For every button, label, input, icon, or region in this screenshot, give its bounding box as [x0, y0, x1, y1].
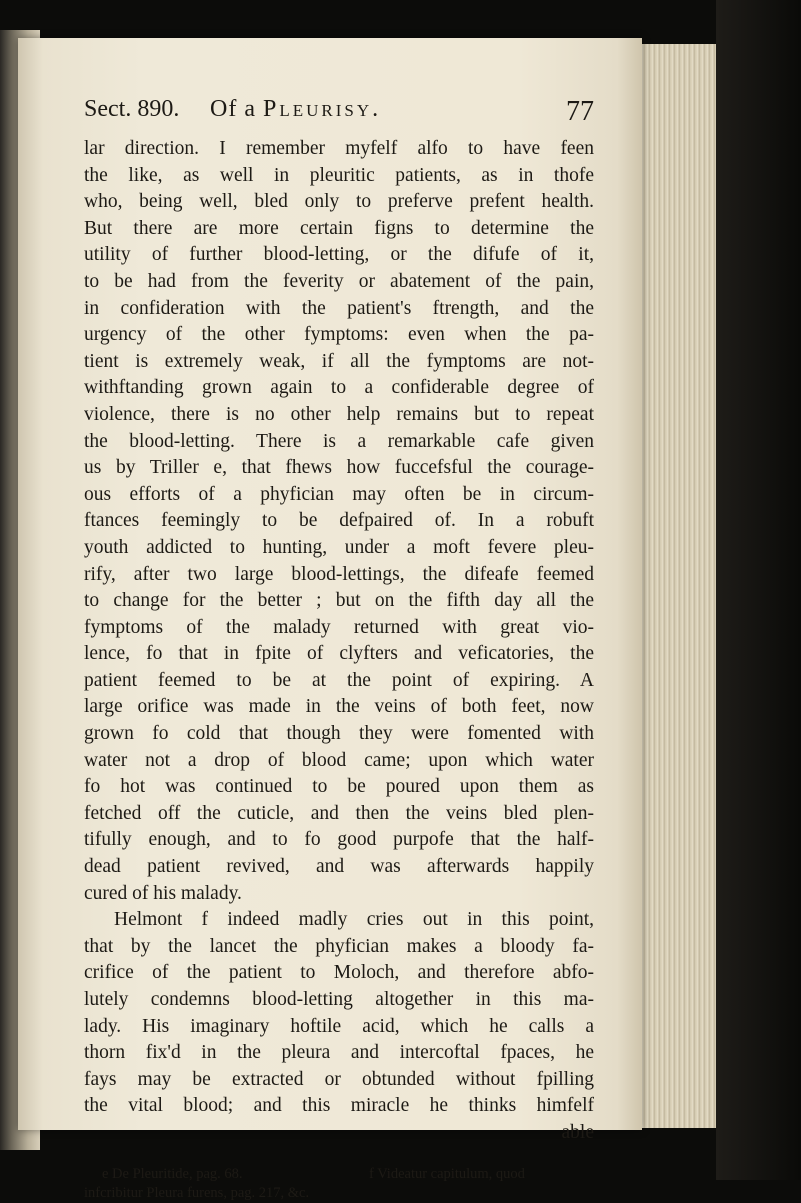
text-line: lar direction. I remember myfelf alfo to have feen [84, 138, 594, 159]
text-line: grown fo cold that though they were fomented with [84, 723, 594, 745]
text-line: to change for the better ; but on the fifth day all the [84, 590, 594, 612]
text-line: in confideration with the patient's ftrength, and the [84, 297, 594, 319]
page-number: 77 [566, 96, 594, 127]
text-line: the vital blood; and this miracle he thinks himfelf [84, 1095, 594, 1117]
body-text [84, 136, 594, 1147]
text-line: cured of his malady. [84, 882, 242, 904]
text-line: the like, as well in pleuritic patients, as in thofe [84, 164, 594, 186]
text-line: tient is extremely weak, if all the fymptoms are not- [84, 350, 594, 372]
text-line: that by the lancet the phyfician makes a bloody fa- [84, 935, 594, 957]
text-line: tifully enough, and to fo good purpofe that the half- [84, 829, 594, 851]
text-line: youth addicted to hunting, under a moft fevere pleu- [84, 536, 594, 558]
running-header [84, 96, 594, 136]
running-title: Of a Pleurisy. [210, 96, 382, 122]
text-line: Helmont f indeed madly cries out in this point, [114, 909, 594, 931]
text-line: able [561, 1121, 594, 1143]
text-line: violence, there is no other help remains but to repeat [84, 403, 594, 425]
text-line: withftanding grown again to a confiderable degree of [84, 377, 594, 399]
book-cover-right [716, 0, 801, 1180]
text-line: But there are more certain figns to determine the [84, 217, 594, 239]
text-line: fo hot was continued to be poured upon them as [84, 776, 594, 798]
text-line: fays may be extracted or obtunded without fpilling [84, 1068, 594, 1090]
text-line: thorn fix'd in the pleura and intercoftal fpaces, he [84, 1042, 594, 1064]
footnote-divider [84, 1147, 594, 1165]
text-line: lence, fo that in fpite of clyfters and veficatories, the [84, 643, 594, 665]
text-line: utility of further blood-letting, or the difufe of it, [84, 244, 594, 266]
footnote-continuation: infcribitur Pleura furens, pag. 217, &c. [84, 1184, 310, 1201]
text-line: lutely condemns blood-letting altogether in this ma- [84, 989, 594, 1010]
section-number: Sect. 890. [84, 96, 180, 122]
text-line: who, being well, bled only to preferve prefent health. [84, 191, 594, 213]
text-line: crifice of the patient to Moloch, and therefore abfo- [84, 962, 594, 984]
text-line: dead patient revived, and was afterwards happily [84, 856, 594, 878]
text-line: fymptoms of the malady returned with great vio- [84, 616, 594, 638]
text-line: large orifice was made in the veins of both feet, now [84, 696, 594, 718]
page-edges [636, 44, 722, 1128]
text-line: to be had from the feverity or abatement of the pain, [84, 270, 594, 292]
text-line: ous efforts of a phyfician may often be in circum- [84, 483, 594, 505]
page-text [84, 96, 594, 1203]
text-line: rify, after two large blood-lettings, the difeafe feemed [84, 563, 594, 585]
text-line: patient feemed to be at the point of expiring. A [84, 669, 594, 691]
text-line: us by Triller e, that fhews how fuccefsful the courage- [84, 457, 594, 479]
text-line: lady. His imaginary hoftile acid, which he calls a [84, 1015, 594, 1037]
footnote-e: e De Pleuritide, pag. 68. [102, 1165, 243, 1182]
footnote-row [84, 1165, 594, 1184]
footnote-f: f Videatur capitulum, quod [369, 1165, 525, 1182]
text-line: water not a drop of blood came; upon which water [84, 749, 594, 771]
text-line: urgency of the other fymptoms: even when the pa- [84, 324, 594, 346]
text-line: fetched off the cuticle, and then the veins bled plen- [84, 802, 594, 824]
text-line: the blood-letting. There is a remarkable cafe given [84, 430, 594, 452]
text-line: ftances feemingly to be defpaired of. In a robuft [84, 510, 594, 532]
